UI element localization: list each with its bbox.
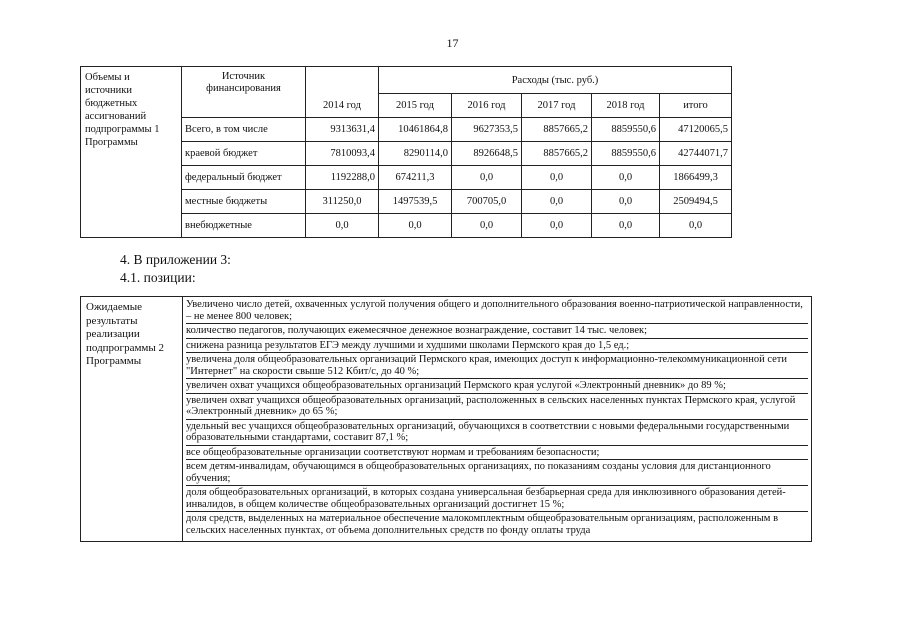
cell-value: 8926648,5 bbox=[452, 142, 522, 166]
row-name: местные бюджеты bbox=[182, 190, 306, 214]
section-heading: 4. В приложении 3: bbox=[120, 252, 231, 267]
list-item: снижена разница результатов ЕГЭ между лучшими и худшими школами Пермского края до 1,5 ед.; bbox=[186, 339, 808, 354]
list-item: удельный вес учащихся общеобразовательных организаций, обучающихся в соответствии с новыми федеральными государственными образовательными стандартами, составит 87,1 %; bbox=[186, 420, 808, 446]
source-header: Источник финансирования bbox=[182, 67, 306, 118]
results-list bbox=[183, 297, 812, 542]
list-item: увеличена доля общеобразовательных организаций Пермского края, имеющих доступ к информационно-телекоммуникационной сети "Интернет" на скорости свыше 512 Кбит/с, до 40 %; bbox=[186, 353, 808, 379]
list-item: Увеличено число детей, охваченных услугой получения общего и дополнительного образования военно-патриотической направленности, – не менее 800 человек; bbox=[186, 298, 808, 324]
list-item: увеличен охват учащихся общеобразовательных организаций, расположенных в сельских населенных пунктах Пермского края, услугой «Электронный дневник» до 65 %; bbox=[186, 394, 808, 420]
cell-value: 42744071,7 bbox=[660, 142, 732, 166]
year-header: 2018 год bbox=[592, 94, 660, 118]
cell-value: 0,0 bbox=[452, 166, 522, 190]
row-name: Всего, в том числе bbox=[182, 118, 306, 142]
cell-value: 10461864,8 bbox=[379, 118, 452, 142]
cell-value: 700705,0 bbox=[452, 190, 522, 214]
page-number: 17 bbox=[446, 36, 459, 50]
results-table-label: Ожидаемые результаты реализации подпрограммы 2 Программы bbox=[81, 297, 183, 542]
year-header: 2017 год bbox=[522, 94, 592, 118]
year-header: 2015 год bbox=[379, 94, 452, 118]
results-table bbox=[80, 296, 812, 542]
cell-value: 0,0 bbox=[592, 190, 660, 214]
cell-value: 0,0 bbox=[592, 166, 660, 190]
budget-table bbox=[80, 66, 732, 238]
list-item: все общеобразовательные организации соответствуют нормам и требованиям безопасности; bbox=[186, 446, 808, 461]
list-item: увеличен охват учащихся общеобразовательных организаций Пермского края услугой «Электронный дневник» до 89 %; bbox=[186, 379, 808, 394]
budget-table-label: Объемы и источники бюджетных ассигнований подпрограммы 1 Программы bbox=[81, 67, 182, 238]
cell-value: 0,0 bbox=[306, 214, 379, 238]
cell-value: 2509494,5 bbox=[660, 190, 732, 214]
cell-value: 8857665,2 bbox=[522, 142, 592, 166]
cell-value: 47120065,5 bbox=[660, 118, 732, 142]
cell-value: 9313631,4 bbox=[306, 118, 379, 142]
list-item: доля общеобразовательных организаций, в которых создана универсальная безбарьерная среда для инклюзивного образования детей-инвалидов, в общем количестве общеобразовательных организаций достигнет 15 %; bbox=[186, 486, 808, 512]
year-header: 2014 год bbox=[306, 94, 379, 118]
cell-value: 0,0 bbox=[522, 190, 592, 214]
cell-value: 311250,0 bbox=[306, 190, 379, 214]
cell-value: 0,0 bbox=[522, 166, 592, 190]
row-name: федеральный бюджет bbox=[182, 166, 306, 190]
cell-value: 8290114,0 bbox=[379, 142, 452, 166]
list-item: всем детям-инвалидам, обучающимся в общеобразовательных организациях, по показаниям созданы условия для дистанционного обучения; bbox=[186, 460, 808, 486]
cell-value: 674211,3 bbox=[379, 166, 452, 190]
row-name: внебюджетные bbox=[182, 214, 306, 238]
cell-value: 0,0 bbox=[660, 214, 732, 238]
cell-value: 8859550,6 bbox=[592, 142, 660, 166]
expenses-header: Расходы (тыс. руб.) bbox=[379, 67, 732, 94]
cell-value: 8857665,2 bbox=[522, 118, 592, 142]
cell-value: 0,0 bbox=[379, 214, 452, 238]
cell-value: 9627353,5 bbox=[452, 118, 522, 142]
year-header: 2016 год bbox=[452, 94, 522, 118]
subsection-heading: 4.1. позиции: bbox=[120, 270, 196, 285]
list-item: количество педагогов, получающих ежемесячное денежное вознаграждение, составит 14 тыс. человек; bbox=[186, 324, 808, 339]
cell-value: 7810093,4 bbox=[306, 142, 379, 166]
cell-value: 1192288,0 bbox=[306, 166, 379, 190]
cell-value: 8859550,6 bbox=[592, 118, 660, 142]
cell-value: 0,0 bbox=[522, 214, 592, 238]
cell-value: 0,0 bbox=[592, 214, 660, 238]
cell-value: 1866499,3 bbox=[660, 166, 732, 190]
cell-value: 0,0 bbox=[452, 214, 522, 238]
row-name: краевой бюджет bbox=[182, 142, 306, 166]
cell-value: 1497539,5 bbox=[379, 190, 452, 214]
list-item: доля средств, выделенных на материальное обеспечение малокомплектным общеобразовательным организациям, расположенным в сельских населенных пунктах, от объема дополнительных средств по фонду оплаты труда bbox=[186, 513, 779, 536]
year-header: итого bbox=[660, 94, 732, 118]
